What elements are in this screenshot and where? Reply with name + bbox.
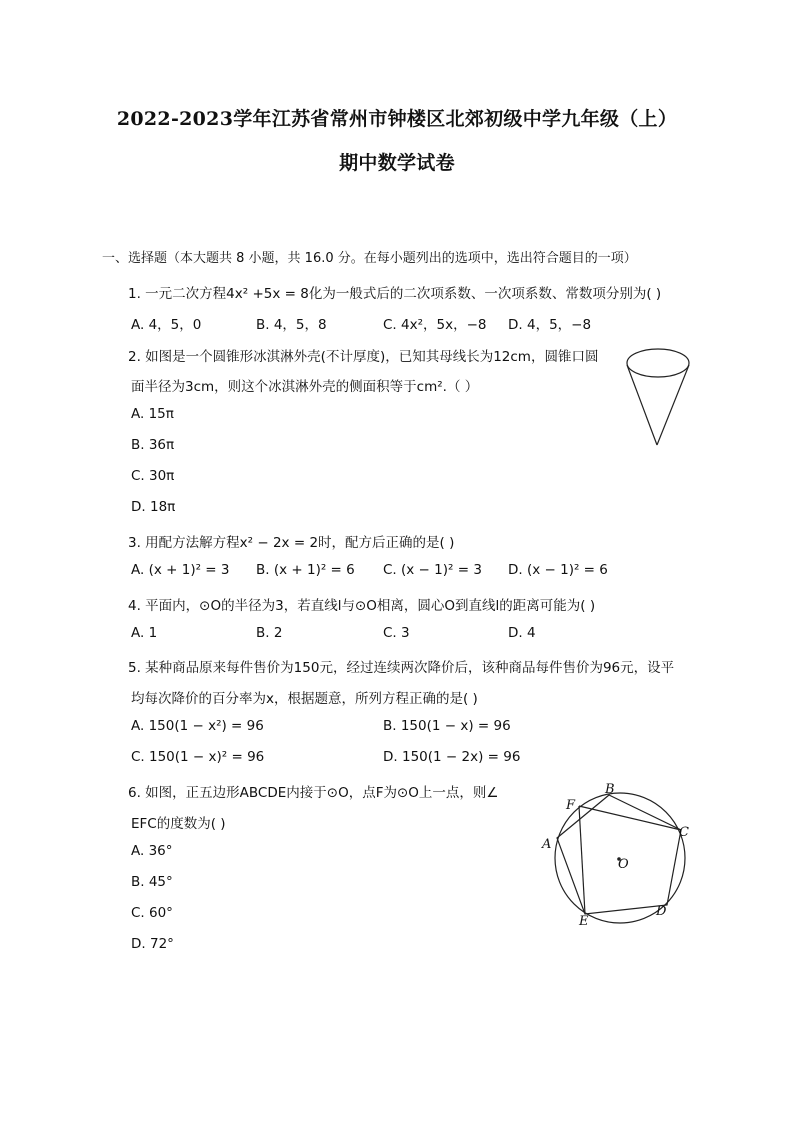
- cone-figure: [620, 346, 700, 450]
- question-2-option-a: A. 15π: [131, 406, 174, 422]
- question-5-option-d: D. 150(1 − 2x) = 96: [383, 749, 521, 765]
- question-4-option-a: A. 1: [131, 625, 158, 641]
- segment-fc: [579, 806, 681, 830]
- question-2-option-c: C. 30π: [131, 468, 175, 484]
- question-5-option-b: B. 150(1 − x) = 96: [383, 718, 511, 734]
- section-heading: 一、选择题（本大题共 8 小题，共 16.0 分。在每小题列出的选项中，选出符合题目的一项）: [102, 251, 637, 266]
- cone-rim: [627, 349, 689, 377]
- question-6-option-c: C. 60°: [131, 905, 173, 921]
- page-subtitle: 期中数学试卷: [339, 152, 455, 174]
- question-3-option-b: B. (x + 1)² = 6: [256, 562, 355, 578]
- question-3-option-a: A. (x + 1)² = 3: [131, 562, 230, 578]
- question-1-option-d: D. 4，5，−8: [508, 317, 592, 333]
- question-1-option-b: B. 4，5，8: [256, 317, 327, 333]
- question-2-option-d: D. 18π: [131, 499, 176, 515]
- label-c: C: [679, 825, 689, 840]
- question-4-option-c: C. 3: [383, 625, 410, 641]
- pentagon-circle-figure: [536, 780, 696, 930]
- page-title: 2022-2023学年江苏省常州市钟楼区北郊初级中学九年级（上）: [116, 108, 678, 130]
- question-4-option-b: B. 2: [256, 625, 283, 641]
- label-b: B: [605, 782, 615, 797]
- question-3-option-c: C. (x − 1)² = 3: [383, 562, 482, 578]
- label-a: A: [542, 837, 552, 852]
- question-6-option-a: A. 36°: [131, 843, 173, 859]
- question-1-stem: 1. 一元二次方程4x² +5x = 8化为一般式后的二次项系数、一次项系数、常数项分别为( ): [128, 286, 662, 302]
- pentagon-abcde: [557, 795, 681, 914]
- segment-fe: [579, 806, 585, 914]
- question-5-option-c: C. 150(1 − x)² = 96: [131, 749, 265, 765]
- question-5-option-a: A. 150(1 − x²) = 96: [131, 718, 264, 734]
- question-5-stem-line-2: 均每次降价的百分率为x，根据题意，所列方程正确的是( ): [131, 691, 478, 707]
- question-2-option-b: B. 36π: [131, 437, 175, 453]
- label-f: F: [566, 798, 576, 813]
- question-6-option-b: B. 45°: [131, 874, 173, 890]
- question-3-stem: 3. 用配方法解方程x² − 2x = 2时，配方后正确的是( ): [128, 535, 455, 551]
- question-4-option-d: D. 4: [508, 625, 536, 641]
- question-6-stem-line-1: 6. 如图，正五边形ABCDE内接于⊙O，点F为⊙O上一点，则∠: [128, 785, 499, 801]
- question-5-stem-line-1: 5. 某种商品原来每件售价为150元，经过连续两次降价后，该种商品每件售价为96元，设平: [128, 660, 675, 676]
- label-e: E: [579, 914, 589, 929]
- question-1-option-a: A. 4，5，0: [131, 317, 202, 333]
- question-6-option-d: D. 72°: [131, 936, 174, 952]
- label-o: O: [618, 857, 629, 872]
- label-d: D: [656, 904, 667, 919]
- question-3-option-d: D. (x − 1)² = 6: [508, 562, 608, 578]
- question-4-stem: 4. 平面内，⊙O的半径为3，若直线l与⊙O相离，圆心O到直线l的距离可能为( ): [128, 598, 596, 614]
- question-1-option-c: C. 4x²，5x，−8: [383, 317, 487, 333]
- question-2-stem-line-2: 面半径为3cm，则这个冰淇淋外壳的侧面积等于cm².（ ）: [131, 379, 479, 395]
- question-2-stem-line-1: 2. 如图是一个圆锥形冰淇淋外壳(不计厚度)，已知其母线长为12cm，圆锥口圆: [128, 349, 599, 365]
- question-6-stem-line-2: EFC的度数为( ): [131, 816, 226, 832]
